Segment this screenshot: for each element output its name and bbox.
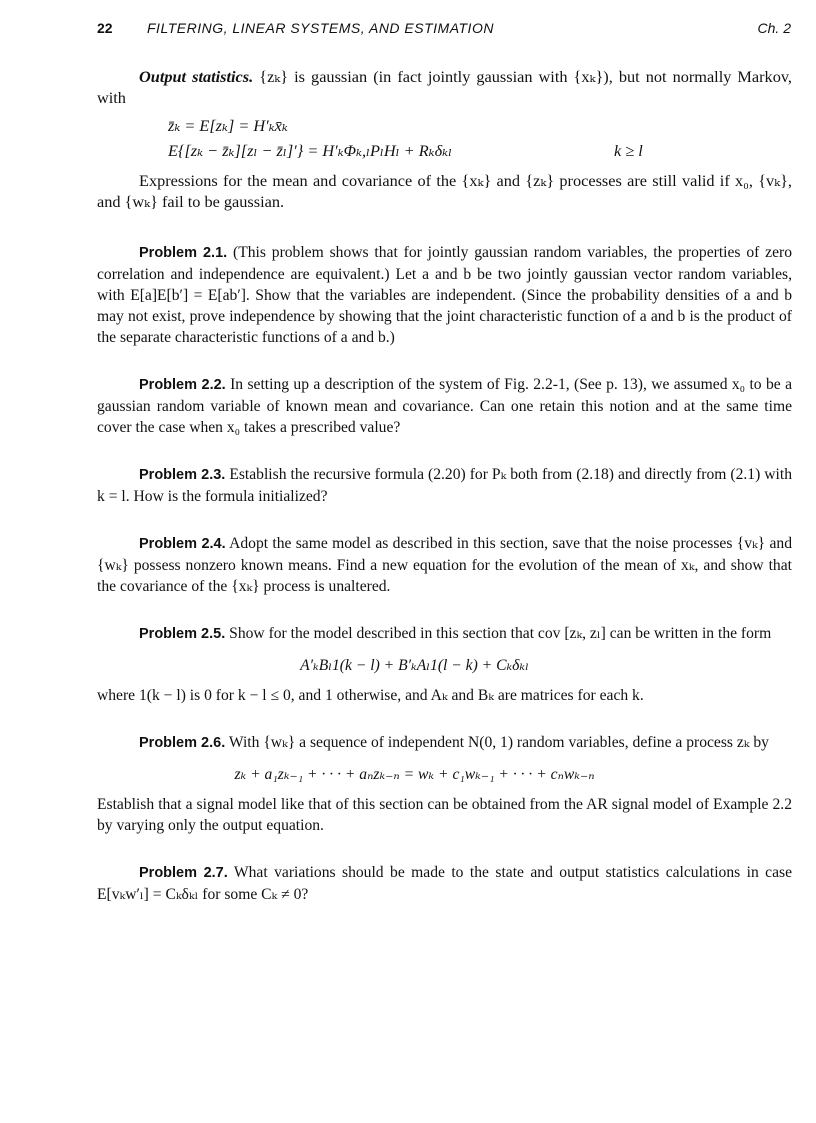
problem-label: Problem 2.2. <box>139 377 226 393</box>
problem-2-5 <box>97 623 792 645</box>
output-statistics-heading: Output statistics. <box>139 67 254 86</box>
problem-label: Problem 2.6. <box>139 735 226 751</box>
problem-2-7 <box>97 862 792 905</box>
problem-2-6-after: Establish that a signal model like that of this section can be obtained from the AR signal model of Example 2.2 by varying only the output equation. <box>97 796 792 834</box>
equation-condition: k ≥ l <box>614 141 643 160</box>
equation-row <box>97 139 792 164</box>
problem-2-6-equation: zₖ + a₁zₖ₋₁ + · · · + aₙzₖ₋ₙ = wₖ + c₁wₖ₋₁ + · · · + cₙwₖ₋ₙ <box>234 766 595 783</box>
problem-2-4 <box>97 533 792 597</box>
problem-label: Problem 2.3. <box>139 467 226 483</box>
problem-text: Adopt the same model as described in this section, save that the noise processes {vₖ} and {wₖ} possess nonzero known means. Find a new equation for the evolution of the mean of xₖ, and show that the covariance of the {xₖ} process is unaltered. <box>97 535 792 595</box>
problem-text: With {wₖ} a sequence of independent N(0, 1) random variables, define a process zₖ by <box>228 734 769 751</box>
problem-text: Establish the recursive formula (2.20) for Pₖ both from (2.18) and directly from (2.1) with k = l. How is the formula initialized? <box>97 466 792 505</box>
running-header <box>97 20 791 42</box>
chapter-label: Ch. 2 <box>757 20 791 36</box>
problem-label: Problem 2.7. <box>139 865 228 881</box>
problem-label: Problem 2.5. <box>139 626 226 642</box>
problem-text: What variations should be made to the state and output statistics calculations in case E[vₖw′ₗ] = Cₖδₖₗ for some Cₖ ≠ 0? <box>97 864 792 903</box>
page-number: 22 <box>97 20 113 36</box>
running-title: FILTERING, LINEAR SYSTEMS, AND ESTIMATION <box>147 20 494 36</box>
output-statistics-equations <box>97 114 792 164</box>
problem-text: In setting up a description of the system of Fig. 2.2-1, (See p. 13), we assumed x₀ to be a gaussian random variable of known mean and covariance. Can one retain this notion and at the same time cover the case when x₀ takes a prescribed value? <box>97 376 792 436</box>
problem-2-6 <box>97 732 792 754</box>
problem-text: Show for the model described in this section that cov [zₖ, zₗ] can be written in the form <box>229 625 772 642</box>
page-body <box>97 66 792 905</box>
equation-row <box>97 114 792 139</box>
problem-2-1 <box>97 242 792 348</box>
output-statistics-closing: Expressions for the mean and covariance of the {xₖ} and {zₖ} processes are still valid if x₀, {vₖ}, and {wₖ} fail to be gaussian. <box>97 171 792 211</box>
problem-text: (This problem shows that for jointly gaussian random variables, the properties of zero correlation and independence are equivalent.) Let a and b be two jointly gaussian vector random variables, with E[a]E[b′] = E[ab′]. Show that the variables are independent. (Since the probability densities of a and b may not exist, prove independence by showing that the joint characteristic function of a and b is the product of the separate characteristic functions of a and b.) <box>97 244 792 346</box>
problem-2-3 <box>97 464 792 507</box>
problem-2-5-equation: A′ₖBₗ1(k − l) + B′ₖAₗ1(l − k) + Cₖδₖₗ <box>300 657 529 674</box>
problem-2-5-after: where 1(k − l) is 0 for k − l ≤ 0, and 1 otherwise, and Aₖ and Bₖ are matrices for each k. <box>97 687 644 704</box>
problem-label: Problem 2.4. <box>139 536 226 552</box>
equation-mean: z̄ₖ = E[zₖ] = H′ₖx̄ₖ <box>168 116 288 135</box>
problem-label: Problem 2.1. <box>139 245 228 261</box>
output-statistics-text: {zₖ} is gaussian (in fact jointly gaussian with {xₖ}), but not normally Markov, with <box>97 67 792 107</box>
problem-2-2 <box>97 374 792 438</box>
output-statistics-paragraph <box>97 66 792 108</box>
equation-covariance: E{[zₖ − z̄ₖ][zₗ − z̄ₗ]′} = H′ₖΦₖ,ₗPₗHₗ + Rₖδₖₗ <box>168 141 453 160</box>
